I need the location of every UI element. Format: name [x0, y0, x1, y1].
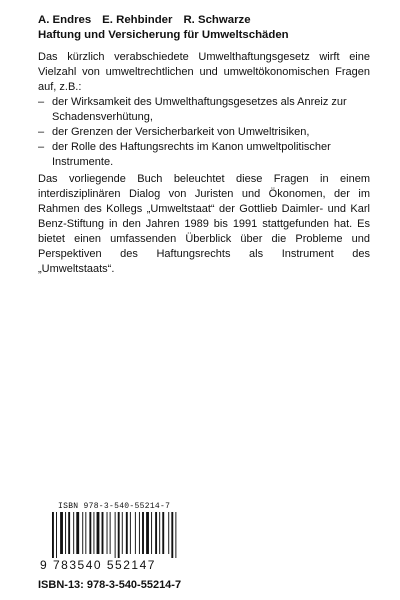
author-name: E. Rehbinder — [102, 14, 173, 26]
barcode-icon — [48, 512, 198, 558]
list-item: – der Rolle des Haftungsrechts im Kanon umweltpolitischer Instrumente. — [38, 140, 372, 170]
list-item: – der Grenzen der Versicherbarkeit von Umweltrisiken, — [38, 125, 372, 140]
book-title: Haftung und Versicherung für Umweltschäden — [38, 29, 289, 41]
description-paragraph: Das vorliegende Buch beleuchtet diese Fragen in einem interdisziplinären Dialog von Juristen und Ökonomen, der im Rahmen des Kollegs „Umweltstaat“ der Gottlieb Daimler- und Karl Benz-Stiftung in den Jahren 1989 bis 1991 stattgefunden hat. Es bietet einen umfassenden Überblick über die Probleme und Perspektiven des Haftungsrechts als Instrument des „Umweltstaats“. — [38, 173, 370, 275]
author-name: A. Endres — [38, 14, 92, 26]
intro-text: Das kürzlich verabschiedete Umwelthaftungsgesetz wirft eine Vielzahl von umweltrechtlichen und umweltökonomischen Fragen auf, z.B.: — [38, 51, 370, 93]
author-list — [38, 13, 262, 27]
intro-paragraph — [38, 50, 370, 95]
list-item: – der Wirksamkeit des Umwelthaftungsgesetzes als Anreiz zur Schadensverhütung, — [38, 95, 372, 125]
barcode-isbn-label: ISBN 978-3-540-55214-7 — [58, 502, 171, 511]
author-name: R. Schwarze — [183, 14, 251, 26]
question-list — [38, 95, 372, 170]
barcode-block — [38, 502, 208, 574]
barcode-digits: 9 783540 552147 — [40, 558, 156, 572]
isbn-13: ISBN-13: 978-3-540-55214-7 — [38, 579, 182, 591]
